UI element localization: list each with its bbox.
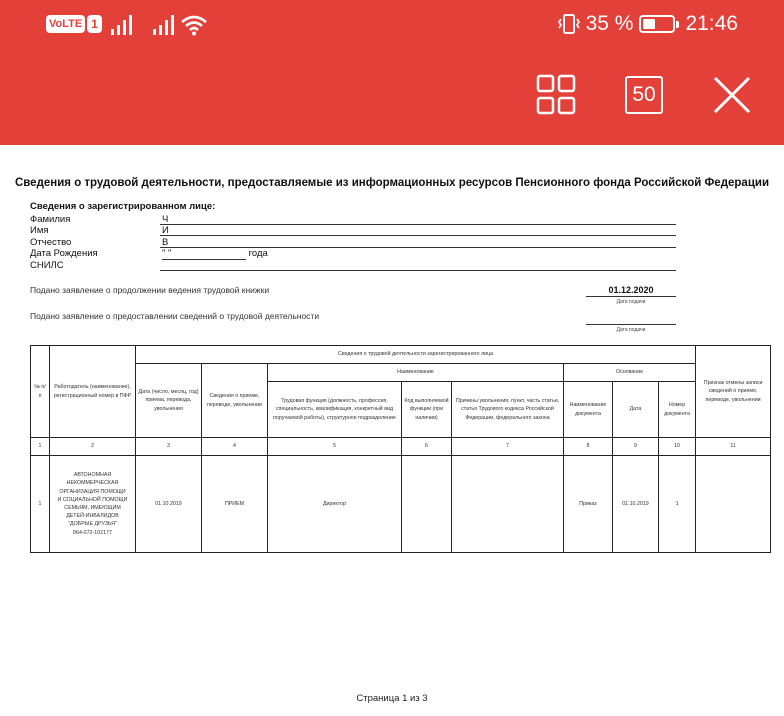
field-value: И — [160, 225, 676, 236]
application-date-2 — [586, 313, 676, 325]
cell-doc-name: Приказ — [564, 456, 613, 553]
col-number: 3 — [136, 438, 202, 456]
page-count-label: 50 — [632, 83, 656, 106]
header-code: Код выполняемой функции (при наличии) — [402, 382, 452, 438]
close-icon[interactable] — [712, 74, 752, 116]
employer-line: 064-072-102177 — [73, 529, 112, 536]
document-title: Сведения о трудовой деятельности, предоставляемые из информационных ресурсов Пенсионного фонда Российской Федерации — [14, 177, 770, 189]
column-numbers-row — [31, 438, 771, 456]
application-date: 01.12.2020 — [586, 285, 676, 297]
col-number: 1 — [31, 438, 50, 456]
wifi-icon — [180, 14, 208, 36]
employer-line: АВТОНОМНАЯ — [73, 472, 112, 479]
cell-cancel — [696, 456, 771, 553]
field-label: Отчество — [30, 236, 72, 248]
cell-num: 1 — [31, 456, 50, 553]
sim-label: 1 — [87, 15, 102, 33]
field-name — [30, 225, 676, 237]
battery-tip — [676, 21, 679, 28]
application-date-caption-2: Дата подачи — [616, 327, 646, 333]
col-number: 10 — [659, 438, 696, 456]
header-num: № п/п — [31, 346, 50, 438]
signal-icon — [110, 14, 134, 36]
cell-doc-num: 1 — [659, 456, 696, 553]
app-header — [0, 0, 784, 145]
person-header: Сведения о зарегистрированном лице: — [30, 201, 216, 212]
field-value: В — [160, 237, 676, 248]
field-label: Имя — [30, 225, 49, 236]
col-number: 2 — [50, 438, 136, 456]
clock: 21:46 — [685, 12, 738, 35]
col-number: 4 — [202, 438, 268, 456]
table-row — [31, 456, 771, 553]
header-info: Сведения о трудовой деятельности зарегистрированного лица — [136, 346, 696, 364]
col-number: 7 — [452, 438, 564, 456]
header-function: Трудовая функция (должность, профессия, специальность, квалификация, конкретный вид поручаемой работы), структурное подразделение — [268, 382, 402, 438]
battery-icon — [639, 15, 675, 33]
employer-line: СЕМЬЯМ, ИМЕЮЩИМ — [64, 505, 121, 511]
application-date-caption: Дата подачи — [616, 299, 646, 305]
field-snils — [30, 259, 676, 271]
col-number: 8 — [564, 438, 613, 456]
header-event: Сведения о приеме, переводе, увольнении — [202, 364, 268, 438]
cell-function: Директор — [268, 456, 402, 553]
header-name-group: Наименование — [268, 364, 564, 382]
col-number: 9 — [613, 438, 659, 456]
cell-event: ПРИЕМ — [202, 456, 268, 553]
field-label: Фамилия — [30, 213, 71, 225]
header-employer: Работодатель (наименование), регистрационный номер в ПФР — [50, 346, 136, 438]
field-label: СНИЛС — [30, 259, 64, 271]
employer-line: И СОЦИАЛЬНОЙ ПОМОЩИ — [57, 496, 128, 503]
field-label: Дата Рождения — [30, 248, 98, 259]
employment-table — [30, 345, 771, 553]
employer-line: НЕКОММЕРЧЕСКАЯ — [66, 480, 119, 487]
col-number: 5 — [268, 438, 402, 456]
header-cancel: Признак отмены записи сведений о приеме, переводе, увольнении — [696, 346, 771, 438]
field-value — [160, 260, 676, 271]
cell-code — [402, 456, 452, 553]
employer-line: ОРГАНИЗАЦИЯ ПОМОЩИ — [59, 488, 126, 495]
document-page — [0, 145, 784, 716]
header-date: Дата (число, месяц, год) приема, перевода, увольнения — [136, 364, 202, 438]
cell-employer — [50, 456, 136, 553]
application-continue: Подано заявление о продолжении ведения трудовой книжки — [30, 285, 270, 295]
application-info: Подано заявление о предоставлении сведений о трудовой деятельности — [30, 311, 320, 321]
employer-line: ДЕТЕЙ-ИНВАЛИДОВ — [66, 513, 119, 520]
field-value — [160, 248, 676, 259]
volte-badge — [46, 13, 102, 35]
person-info — [30, 201, 676, 271]
cell-reasons — [452, 456, 564, 553]
birthdate-suffix: года — [248, 248, 268, 259]
page-count-button[interactable] — [625, 76, 663, 114]
birthdate-value: " " — [162, 248, 246, 260]
page-footer: Страница 1 из 3 — [356, 693, 428, 704]
col-number: 6 — [402, 438, 452, 456]
signal-icon-2 — [152, 14, 176, 36]
header-doc-name: Наименование документа — [564, 382, 613, 438]
header-basis-group: Основание — [564, 364, 696, 382]
field-surname — [30, 213, 676, 225]
grid-icon[interactable] — [536, 74, 576, 116]
status-bar — [0, 0, 784, 50]
field-patronymic — [30, 236, 676, 248]
employer-line: "ДОБРЫЕ ДРУЗЬЯ" — [68, 521, 117, 528]
field-value: Ч — [160, 214, 676, 225]
header-reasons: Причины увольнения, пункт, часть статьи, статья Трудового кодекса Российской Федерации, федерального закона — [452, 382, 564, 438]
status-right — [558, 12, 738, 36]
battery-fill — [643, 19, 654, 29]
header-doc-date: Дата — [613, 382, 659, 438]
vibrate-icon — [558, 13, 580, 35]
field-birthdate — [30, 248, 676, 260]
battery-percent: 35 % — [585, 12, 634, 35]
header-doc-num: Номер документа — [659, 382, 696, 438]
col-number: 11 — [696, 438, 771, 456]
cell-doc-date: 01.10.2019 — [613, 456, 659, 553]
cell-date: 01.10.2019 — [136, 456, 202, 553]
volte-label: VoLTE — [46, 15, 85, 33]
